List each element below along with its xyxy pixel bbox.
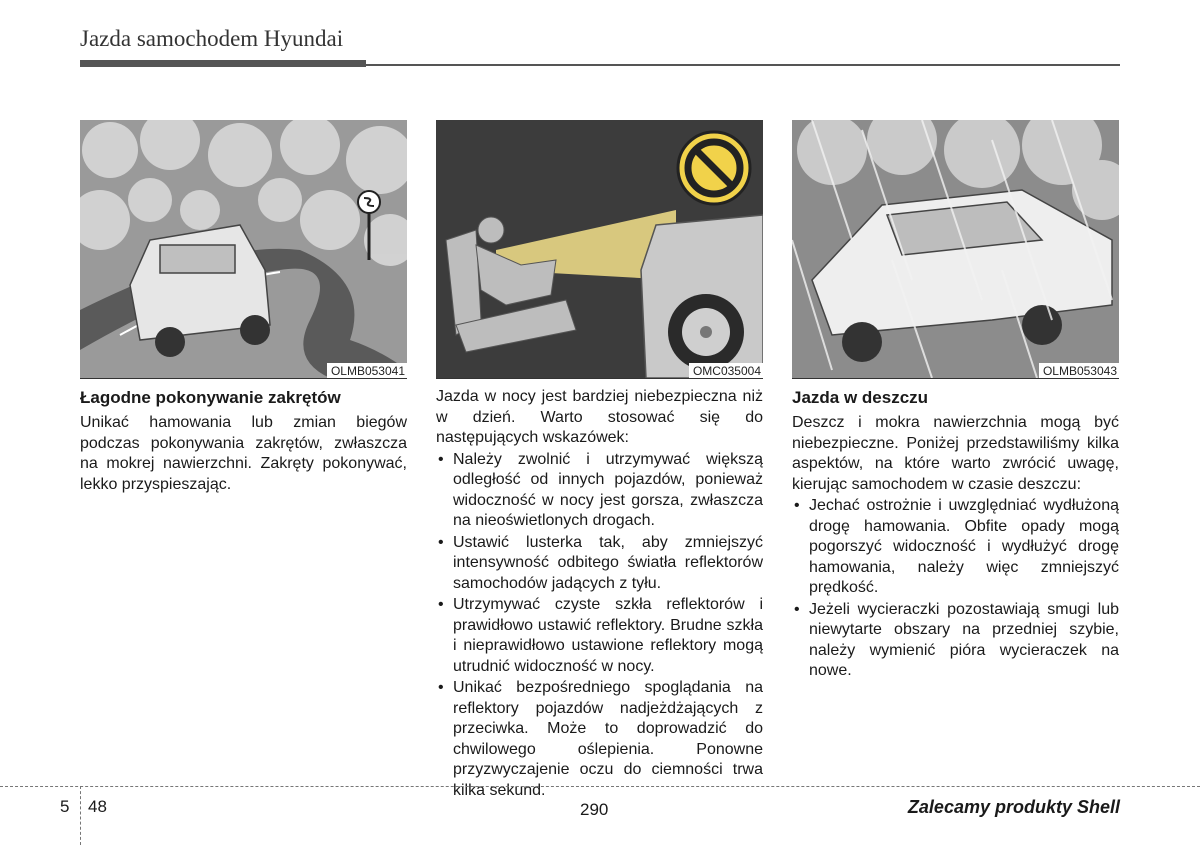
- tips-list: [436, 450, 763, 802]
- footer-advert: Zalecamy produkty Shell: [907, 797, 1120, 817]
- page-number: 290: [580, 800, 609, 819]
- figure-code: OLMB053043: [1039, 363, 1119, 378]
- figure-night-illustration: [436, 120, 763, 379]
- chapter-number: 5: [60, 797, 70, 816]
- rain-driving-drawing: [792, 120, 1119, 378]
- section-heading: Łagodne pokonywanie zakrętów: [80, 388, 341, 407]
- column-curves: [80, 120, 407, 495]
- figure-curve-illustration: [80, 120, 407, 379]
- column-night-driving: [436, 120, 763, 802]
- footer-vertical-divider: [80, 786, 81, 845]
- column-rain: [792, 120, 1119, 683]
- list-item: • Utrzymywać czyste szkła reflektorów i prawidłowo ustawić reflektory. Brudne szkła i nieprawidłowo ustawione reflektory mogą utrudnić widoczność w nocy.: [436, 595, 763, 677]
- paragraph: Deszcz i mokra nawierzchnia mogą być niebezpieczne. Poniżej przedstawiliśmy kilka aspektów, na które warto zwrócić uwagę, kierując samochodem w czasie deszczu:: [792, 414, 1119, 493]
- night-driving-drawing: [436, 120, 763, 378]
- list-item: • Należy zwolnić i utrzymywać większą odległość od innych pojazdów, ponieważ widoczność w nocy jest gorsza, zwłaszcza na nieoświetlonych drogach.: [436, 450, 763, 532]
- rain-tips-list: [792, 496, 1119, 682]
- list-item: • Jeżeli wycieraczki pozostawiają smugi lub niewytarte obszary na przedniej szybie, należy wymienić pióra wycieraczek na nowe.: [792, 600, 1119, 682]
- list-item: • Jechać ostrożnie i uwzględniać wydłużoną drogę hamowania. Obfite opady mogą pogorszyć widoczność i wydłużyć drogę hamowania, należy więc zmniejszyć prędkość.: [792, 496, 1119, 599]
- section-heading: Jazda w deszczu: [792, 388, 929, 407]
- header-rule-thin: [366, 64, 1120, 66]
- figure-code: OMC035004: [689, 363, 763, 378]
- paragraph: Unikać hamowania lub zmian biegów podczas pokonywania zakrętów, zwłaszcza na mokrej nawierzchni. Zakręty pokonywać, lekko przyspieszając.: [80, 414, 407, 493]
- footer-divider: [0, 786, 1200, 787]
- curve-road-drawing: [80, 120, 407, 378]
- figure-rain-illustration: [792, 120, 1119, 379]
- list-item: • Unikać bezpośredniego spoglądania na reflektory pojazdów nadjeżdżających z przeciwka. Może to doprowadzić do chwilowego oślepienia. Ponowne przyzwyczajenie oczu do ciemności trwa kilka sekund.: [436, 678, 763, 801]
- running-header-title: Jazda samochodem Hyundai: [80, 26, 344, 51]
- intro-paragraph: Jazda w nocy jest bardziej niebezpieczna niż w dzień. Warto stosować się do następujących wskazówek:: [436, 388, 763, 446]
- figure-code: OLMB053041: [327, 363, 407, 378]
- list-item: • Ustawić lusterka tak, aby zmniejszyć intensywność odbitego światła reflektorów samochodów jadących z tyłu.: [436, 533, 763, 595]
- header-rule-thick: [80, 60, 366, 67]
- chapter-page-number: 48: [88, 797, 107, 816]
